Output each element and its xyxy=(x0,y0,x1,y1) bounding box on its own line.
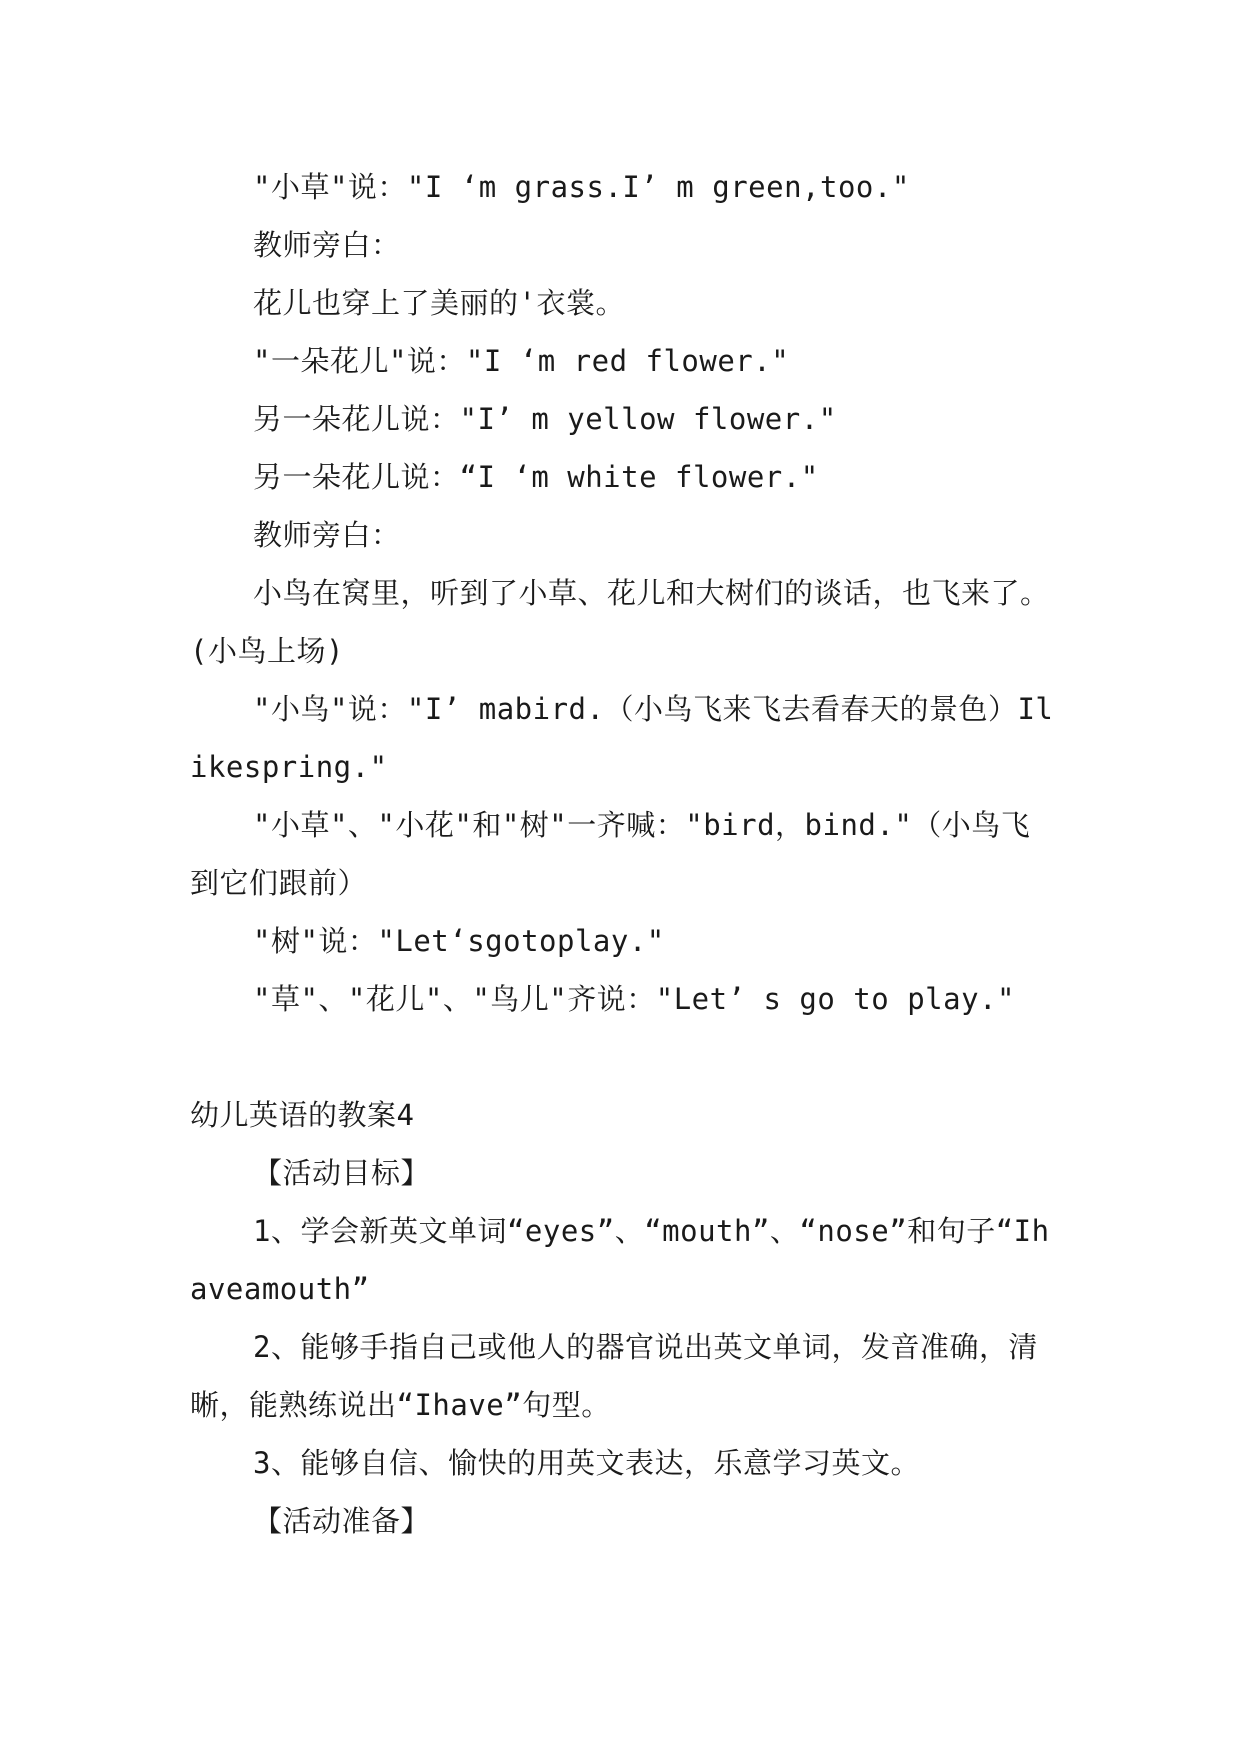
script-line: "草"、"花儿"、"鸟儿"齐说："Let’ s go to play." xyxy=(253,982,1015,1016)
script-line: "小草"说："I ‘m grass.I’ m green,too." xyxy=(253,170,910,204)
goals-heading: 【活动目标】 xyxy=(253,1156,431,1190)
section-spacer xyxy=(190,1028,1056,1086)
prep-heading: 【活动准备】 xyxy=(253,1504,431,1538)
script-line: "一朵花儿"说："I ‘m red flower." xyxy=(253,344,790,378)
document-page xyxy=(190,158,1056,1550)
goal-item: 3、能够自信、愉快的用英文表达，乐意学习英文。 xyxy=(253,1446,920,1480)
goal-item: 2、能够手指自己或他人的器官说出英文单词，发音准确，清晰，能熟练说出“Ihave”句型。 xyxy=(190,1330,1038,1422)
script-line: 小鸟在窝里，听到了小草、花儿和大树们的谈话，也飞来了。(小鸟上场) xyxy=(190,576,1050,668)
script-line: "树"说："Let‘sgotoplay." xyxy=(253,924,665,958)
script-line: "小鸟"说："I’ mabird.（小鸟飞来飞去看春天的景色）Ilikespring." xyxy=(190,692,1054,784)
goal-item: 1、学会新英文单词“eyes”、“mouth”、“nose”和句子“Ihaveamouth” xyxy=(190,1214,1050,1306)
script-line: 教师旁白： xyxy=(253,518,401,552)
script-line: "小草"、"小花"和"树"一齐喊："bird，bind."（小鸟飞到它们跟前） xyxy=(190,808,1031,900)
section-title: 幼儿英语的教案4 xyxy=(190,1098,415,1132)
script-line: 教师旁白： xyxy=(253,228,401,262)
script-line: 花儿也穿上了美丽的'衣裳。 xyxy=(253,286,625,320)
script-line: 另一朵花儿说："I’ m yellow flower." xyxy=(253,402,837,436)
script-line: 另一朵花儿说：“I ‘m white flower." xyxy=(253,460,819,494)
